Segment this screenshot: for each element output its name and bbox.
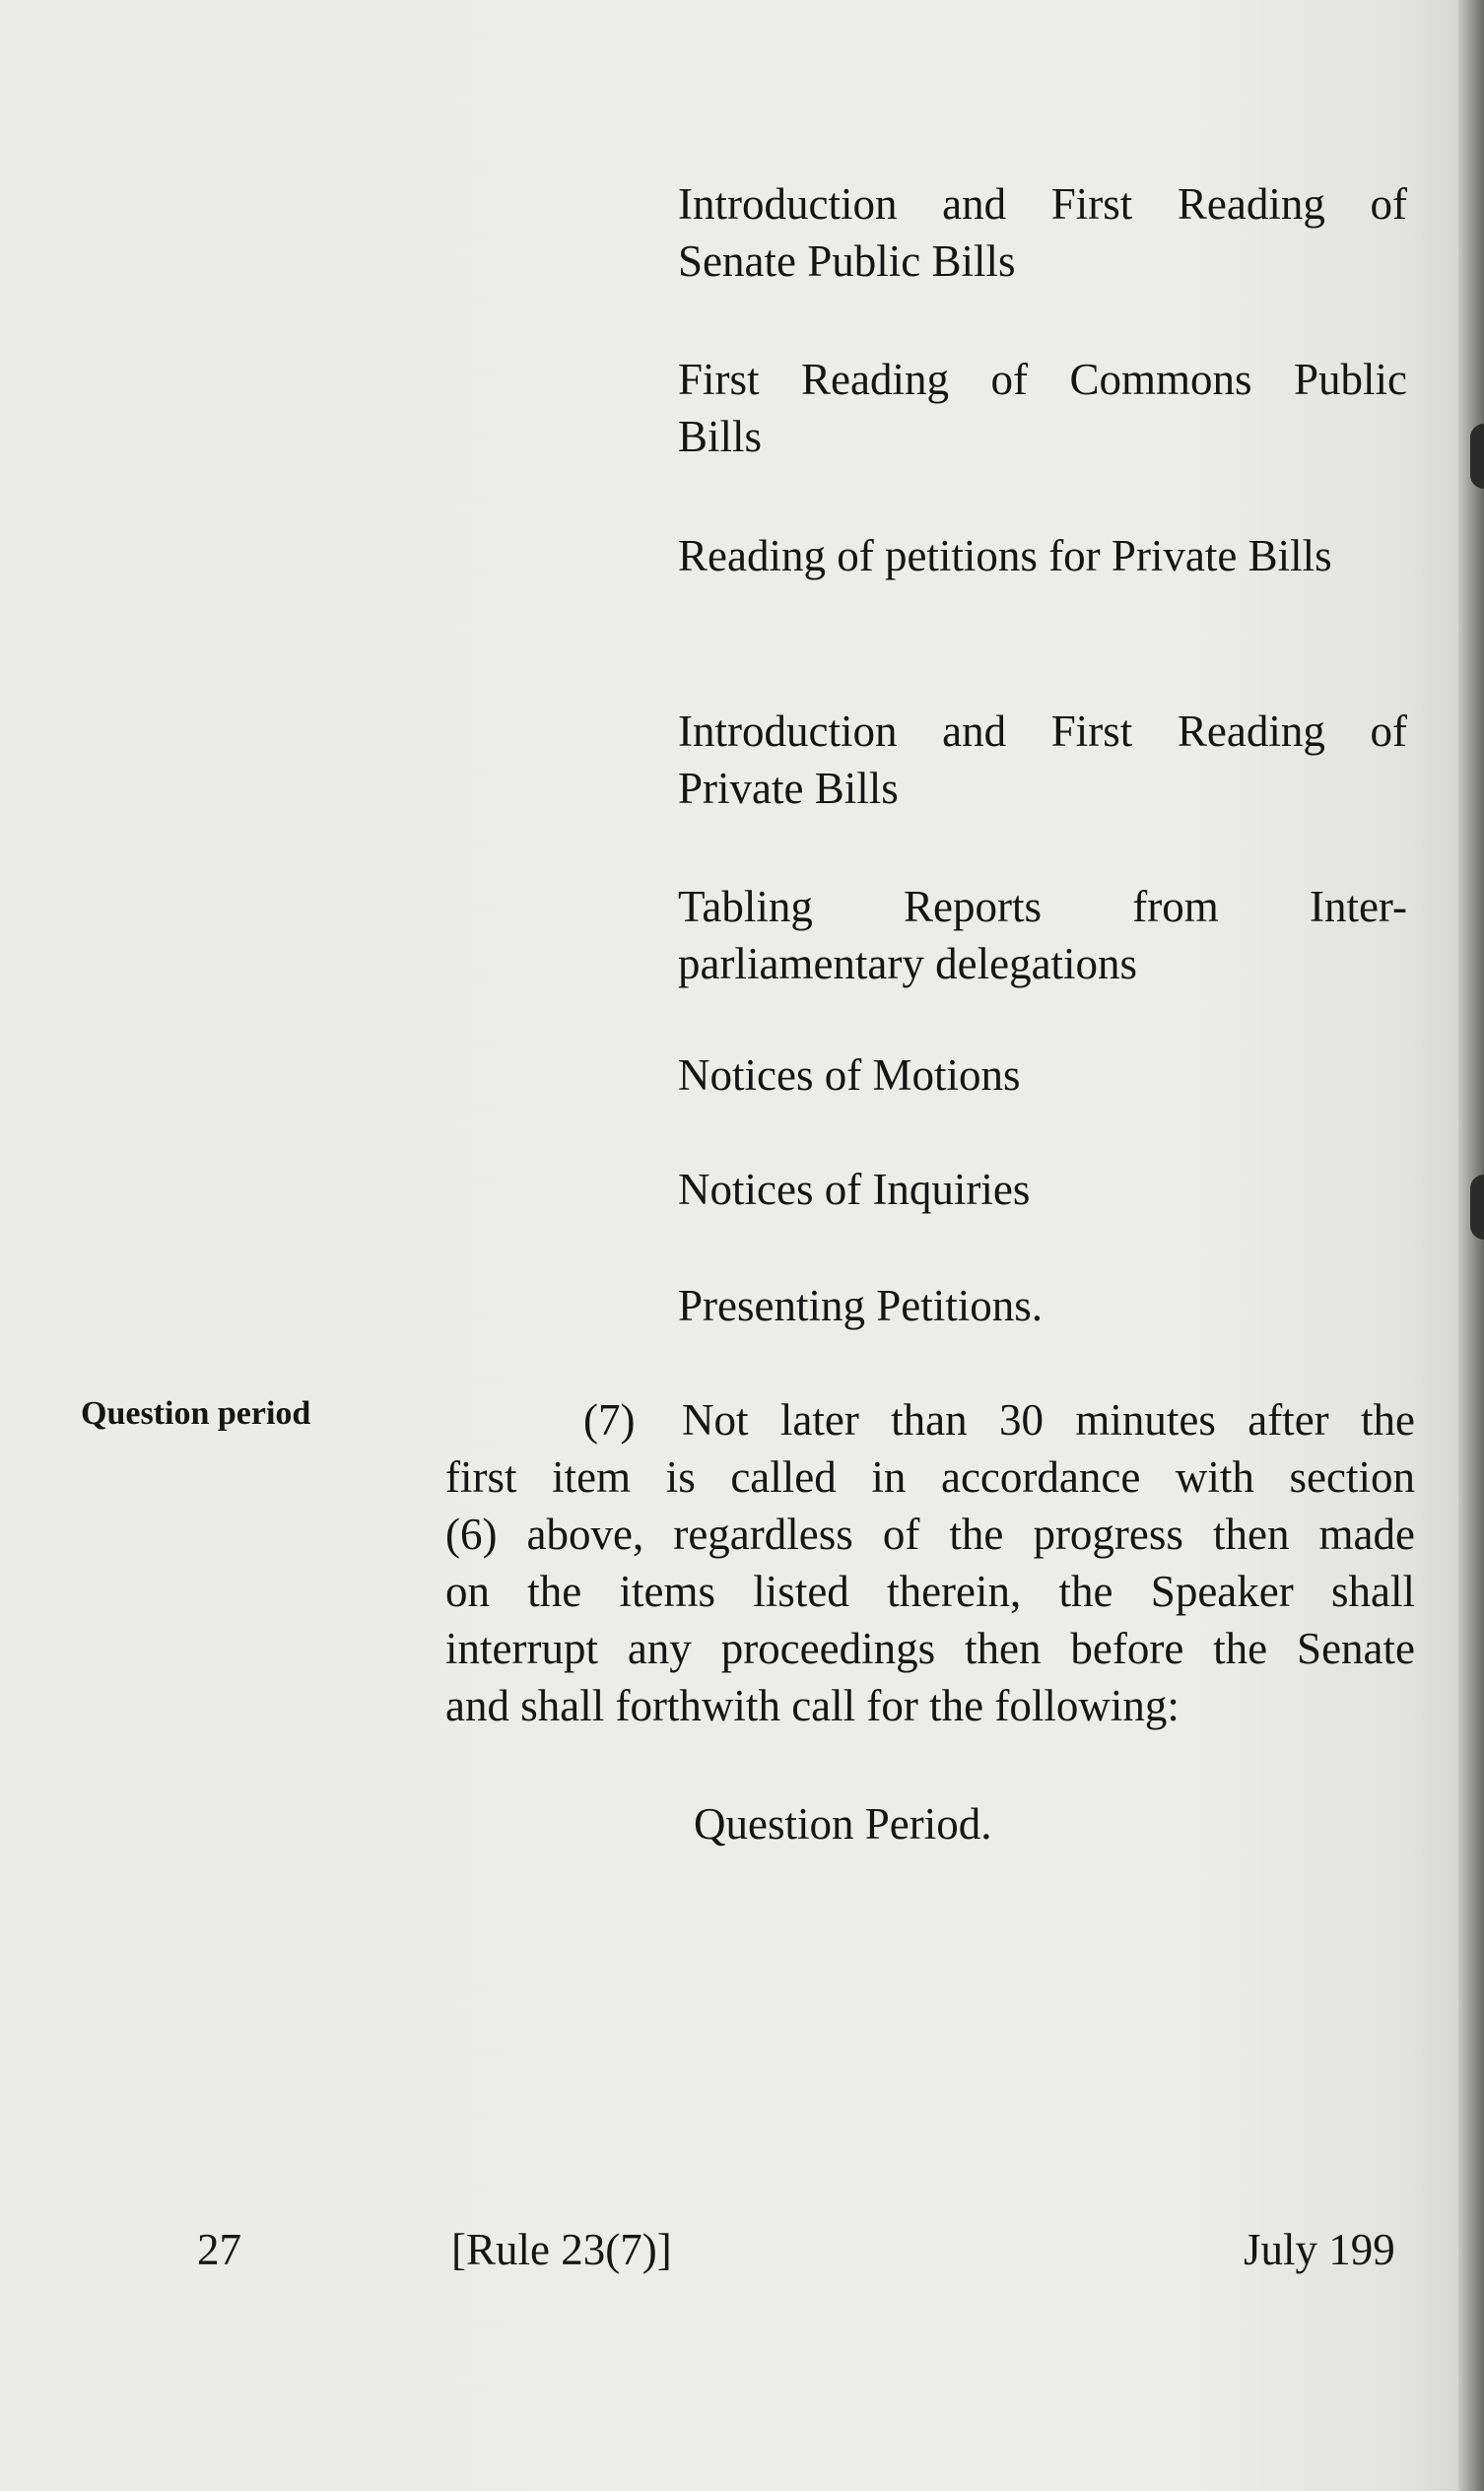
list-item-line: Bills: [678, 412, 763, 461]
list-item: [678, 878, 1407, 992]
footer-date: July 199: [1244, 2225, 1395, 2274]
list-item-line: Notices of Motions: [678, 1050, 1021, 1100]
list-item: [678, 175, 1407, 290]
paragraph-line: Not later than 30 minutes after the: [682, 1395, 1415, 1445]
list-item: [678, 527, 1407, 584]
list-item: [678, 703, 1407, 817]
list-item-line: First Reading of Commons Public: [678, 355, 1407, 404]
list-item-line: Reading of petitions for Private Bills: [678, 531, 1332, 580]
list-item-line: Introduction and First Reading of: [678, 707, 1407, 756]
list-item-line: Private Bills: [678, 764, 899, 813]
rule-paragraph: [445, 1391, 1415, 1734]
paragraph-line: and shall forthwith call for the following:: [445, 1681, 1180, 1730]
paragraph-line: first item is called in accordance with section: [445, 1452, 1415, 1502]
list-item: [678, 1046, 1407, 1104]
binder-tab: [1470, 1175, 1484, 1240]
paragraph-line: on the items listed therein, the Speaker shall: [445, 1567, 1415, 1616]
list-item-line: parliamentary delegations: [678, 939, 1138, 988]
paragraph-line: (6) above, regardless of the progress then made: [445, 1510, 1415, 1559]
book-spine-edge: [1458, 0, 1484, 2491]
paragraph-line: interrupt any proceedings then before the Senate: [445, 1624, 1415, 1673]
margin-note: Question period: [81, 1395, 311, 1432]
list-item-line: Notices of Inquiries: [678, 1165, 1031, 1214]
list-item-line: Senate Public Bills: [678, 236, 1016, 286]
binder-tab: [1470, 424, 1484, 489]
page-number: 27: [197, 2225, 241, 2274]
paragraph-first-line: [445, 1391, 1415, 1448]
list-item-line: Presenting Petitions.: [678, 1281, 1043, 1330]
list-item: [678, 1277, 1407, 1334]
paragraph-number: (7): [583, 1395, 636, 1445]
list-item: [678, 351, 1407, 465]
rule-reference: [Rule 23(7)]: [451, 2225, 672, 2274]
list-item: [678, 1161, 1407, 1218]
list-item-line: Introduction and First Reading of: [678, 179, 1407, 229]
final-list-item: Question Period.: [694, 1799, 992, 1849]
list-item-line: Tabling Reports from Inter-: [678, 882, 1407, 931]
